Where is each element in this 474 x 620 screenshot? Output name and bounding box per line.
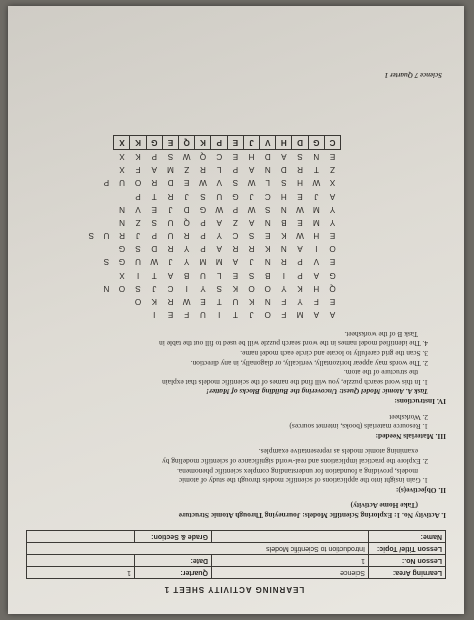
grid-letter[interactable]: W — [247, 178, 256, 188]
grid-letter[interactable]: W — [215, 204, 224, 214]
grid-letter[interactable]: Z — [329, 165, 336, 175]
grid-letter[interactable]: M — [296, 310, 304, 320]
grid-letter[interactable]: J — [135, 231, 141, 241]
grid-letter[interactable]: K — [232, 283, 239, 293]
grid-letter[interactable]: D — [264, 151, 271, 161]
sheet-title: LEARNING ACTIVITY SHEET 1 — [163, 585, 305, 594]
word-search-table — [83, 135, 341, 322]
grid-letter[interactable]: G — [118, 244, 126, 254]
grid-letter[interactable]: E — [227, 135, 243, 149]
grid-letter[interactable]: K — [280, 231, 287, 241]
grid-letter[interactable]: D — [183, 204, 190, 214]
grid-letter[interactable]: M — [312, 204, 320, 214]
grid-letter[interactable]: D — [167, 178, 174, 188]
materials-item: 1. Resource materials (books, internet sources) — [289, 422, 428, 432]
grid-letter[interactable]: K — [130, 135, 146, 149]
grid-letter[interactable]: O — [134, 178, 142, 188]
grid-letter[interactable]: A — [248, 217, 255, 227]
grid-letter[interactable]: S — [135, 283, 141, 293]
grid-letter[interactable]: O — [329, 244, 336, 254]
instruction-line: 4. The identified model names in the word search puzzle will be used to fill out the table in — [159, 339, 428, 349]
grid-letter[interactable]: J — [249, 257, 254, 267]
grid-letter[interactable]: X — [329, 178, 336, 188]
grid-letter[interactable]: H — [313, 231, 320, 241]
grid-letter[interactable]: S — [264, 204, 271, 214]
grid-letter[interactable]: E — [183, 178, 190, 188]
grid-letter[interactable]: P — [151, 151, 158, 161]
grid-letter[interactable]: O — [118, 283, 126, 293]
grid-letter[interactable]: S — [151, 217, 158, 227]
grid-letter[interactable]: J — [152, 283, 157, 293]
grid-letter[interactable]: N — [118, 204, 125, 214]
grid-letter[interactable]: Y — [329, 217, 336, 227]
grade-section-label: Grade & Section: — [135, 531, 212, 543]
grid-letter[interactable]: N — [280, 244, 287, 254]
grid-letter[interactable]: X — [119, 270, 125, 280]
grid-letter[interactable]: V — [216, 178, 222, 188]
grid-letter[interactable]: E — [329, 151, 336, 161]
grid-letter[interactable]: S — [248, 270, 255, 280]
grid-letter[interactable]: T — [232, 310, 238, 320]
grid-letter[interactable]: J — [249, 191, 254, 201]
grid-letter[interactable]: A — [248, 165, 255, 175]
grid-letter[interactable]: Y — [183, 257, 190, 267]
grid-letter[interactable]: C — [264, 191, 271, 201]
grid-letter[interactable]: T — [151, 270, 157, 280]
grid-letter[interactable]: U — [167, 217, 174, 227]
grid-letter[interactable]: Q — [329, 283, 336, 293]
grid-letter[interactable]: P — [232, 165, 239, 175]
grid-letter[interactable]: R — [183, 231, 190, 241]
grid-letter[interactable]: F — [135, 165, 141, 175]
instruction-line: 2. The words may appear horizontally, vertically, or diagonally, in any direction. — [190, 358, 428, 368]
worksheet-page — [8, 6, 464, 614]
grid-letter[interactable]: G — [308, 135, 324, 149]
grid-letter[interactable]: Y — [297, 297, 303, 307]
grid-letter[interactable]: E — [297, 191, 303, 201]
grid-letter[interactable]: D — [151, 244, 158, 254]
grid-letter[interactable]: K — [151, 297, 158, 307]
grid-letter[interactable]: F — [281, 297, 287, 307]
grid-letter[interactable]: P — [103, 178, 110, 188]
grid-letter[interactable]: R — [167, 244, 174, 254]
grid-letter[interactable]: U — [167, 231, 174, 241]
grid-letter[interactable]: U — [103, 231, 110, 241]
grid-letter[interactable]: E — [167, 310, 174, 320]
grid-letter[interactable]: A — [167, 270, 174, 280]
grid-letter[interactable]: E — [151, 204, 158, 214]
grid-letter[interactable]: P — [135, 191, 141, 201]
grid-letter[interactable]: J — [249, 310, 254, 320]
grid-letter[interactable]: K — [195, 135, 211, 149]
quarter-value: 1 — [27, 567, 135, 579]
grid-letter[interactable]: C — [167, 283, 174, 293]
materials-item: 2. Worksheet — [389, 412, 428, 422]
grid-letter[interactable]: S — [297, 151, 303, 161]
grid-letter[interactable]: R — [232, 244, 239, 254]
grid-letter[interactable]: X — [119, 151, 125, 161]
grid-letter[interactable]: S — [167, 151, 174, 161]
instruction-line: 1. In this word search puzzle, you will find the names of the scientific models that explain — [162, 377, 428, 387]
grid-letter[interactable]: E — [297, 217, 303, 227]
grid-letter[interactable]: H — [313, 283, 320, 293]
grid-letter[interactable]: D — [292, 135, 308, 149]
grid-letter[interactable]: C — [324, 135, 340, 149]
grid-letter[interactable]: J — [243, 135, 259, 149]
grid-letter[interactable]: K — [135, 151, 141, 161]
grid-letter[interactable]: N — [264, 165, 271, 175]
grid-letter[interactable]: R — [151, 178, 158, 188]
lesson-title-value: Introduction to Scientific Models — [27, 543, 369, 555]
grid-letter[interactable]: A — [329, 191, 336, 201]
grid-letter[interactable]: Z — [183, 165, 190, 175]
instruction-line: 3. Scan the grid carefully to locate and circle each model name. — [240, 349, 428, 359]
grid-letter[interactable]: S — [200, 191, 206, 201]
grid-letter[interactable]: Q — [178, 135, 194, 149]
grid-letter[interactable]: N — [264, 257, 271, 267]
grid-letter[interactable]: G — [232, 191, 239, 201]
grid-letter[interactable]: O — [248, 283, 255, 293]
grid-letter[interactable]: J — [168, 204, 173, 214]
objective-line: 2. Explore the practical implications and real-world significance of scientific modeling by — [162, 457, 428, 467]
grid-letter[interactable]: T — [313, 165, 319, 175]
grid-letter[interactable]: A — [216, 217, 222, 227]
grid-letter[interactable]: I — [217, 310, 221, 320]
grid-letter[interactable]: P — [200, 231, 206, 241]
grid-letter[interactable]: U — [216, 191, 223, 201]
instruction-line: Task B of the worksheet. — [344, 329, 418, 339]
grid-letter[interactable]: H — [276, 135, 292, 149]
grid-letter[interactable]: A — [280, 151, 287, 161]
grid-letter[interactable]: S — [248, 231, 255, 241]
grid-letter[interactable]: P — [151, 231, 158, 241]
learning-area-label: Learning Area: — [369, 567, 446, 579]
grid-letter[interactable]: V — [260, 135, 276, 149]
name-value — [212, 531, 369, 543]
header-table — [26, 530, 446, 579]
grid-letter[interactable]: N — [264, 217, 271, 227]
grid-letter[interactable]: E — [329, 297, 336, 307]
grid-letter[interactable]: K — [297, 283, 303, 293]
objective-line: models, providing a foundation for understanding complex scientific phenomena. — [177, 466, 418, 476]
grid-letter[interactable]: Y — [329, 204, 336, 214]
grid-letter[interactable]: Q — [183, 217, 190, 227]
grid-letter[interactable]: W — [312, 178, 321, 188]
grid-letter[interactable]: Y — [183, 244, 190, 254]
grid-letter[interactable]: Q — [199, 151, 207, 161]
grid-letter[interactable]: R — [248, 244, 255, 254]
grid-letter[interactable]: T — [216, 297, 222, 307]
grid-letter[interactable]: J — [184, 191, 189, 201]
objective-line: 1. Gain insight into the applications of scientific models through the study of atomic — [178, 476, 428, 486]
activity-subtitle: (Take Home Activity) — [350, 501, 418, 511]
grid-letter[interactable]: E — [329, 257, 336, 267]
grid-letter[interactable]: Y — [280, 283, 287, 293]
date-label: Date: — [135, 555, 212, 567]
grid-letter[interactable]: W — [182, 297, 191, 307]
grid-letter[interactable]: S — [88, 231, 94, 241]
grid-letter[interactable]: T — [151, 191, 157, 201]
grid-letter[interactable]: O — [264, 283, 271, 293]
grid-letter[interactable]: J — [314, 191, 319, 201]
grid-letter[interactable]: X — [114, 135, 130, 149]
grid-letter[interactable]: N — [103, 283, 110, 293]
learning-area-value: Science — [212, 567, 369, 579]
grid-letter[interactable]: P — [232, 204, 239, 214]
grid-letter[interactable]: Z — [232, 217, 238, 227]
task-a-title: Task A. Atomic Model Quest: Uncovering the Building Blocks of Matter! — [206, 387, 428, 397]
activity-section — [22, 501, 446, 520]
grid-letter[interactable]: I — [136, 270, 140, 280]
grid-letter[interactable]: W — [295, 204, 304, 214]
grid-letter[interactable]: O — [134, 297, 142, 307]
grid-letter[interactable]: E — [200, 297, 206, 307]
grid-letter[interactable]: H — [248, 151, 255, 161]
grid-letter[interactable]: E — [232, 270, 239, 280]
grid-letter[interactable]: H — [280, 191, 287, 201]
grid-letter[interactable]: G — [118, 257, 126, 267]
grid-letter[interactable]: P — [200, 217, 206, 227]
grid-letter[interactable]: X — [119, 165, 125, 175]
materials-section — [22, 412, 446, 441]
grid-letter[interactable]: M — [312, 217, 320, 227]
grid-letter[interactable]: U — [134, 257, 142, 267]
objective-line: examining atomic models as representative examples. — [258, 447, 418, 457]
grid-letter[interactable]: C — [216, 151, 223, 161]
grid-letter[interactable]: K — [264, 244, 271, 254]
grid-letter[interactable]: G — [199, 204, 207, 214]
grid-letter[interactable]: R — [296, 165, 303, 175]
objectives-section — [22, 447, 446, 495]
instructions-heading: IV. Instructions: — [394, 397, 446, 407]
date-value — [27, 555, 135, 567]
grid-letter[interactable]: E — [232, 151, 239, 161]
grid-letter[interactable]: F — [281, 310, 287, 320]
grid-letter[interactable]: R — [167, 297, 174, 307]
grid-letter[interactable]: W — [295, 231, 304, 241]
grid-letter[interactable]: V — [313, 257, 320, 267]
grid-letter[interactable]: V — [135, 204, 141, 214]
grid-letter[interactable]: F — [183, 310, 190, 320]
grid-letter[interactable]: C — [232, 231, 239, 241]
activity-title: I. Activity No. 1: Exploring Scientific Models: Journeying Through Atomic Structure — [178, 511, 446, 520]
instruction-line: the structure of the atom. — [343, 368, 418, 378]
grade-section-value — [27, 531, 135, 543]
grid-letter[interactable]: A — [329, 310, 336, 320]
grid-letter[interactable]: R — [167, 191, 174, 201]
grid-letter[interactable]: M — [199, 257, 207, 267]
name-label: Name: — [369, 531, 446, 543]
grid-letter[interactable]: P — [200, 244, 206, 254]
grid-letter[interactable]: U — [232, 297, 239, 307]
grid-letter[interactable]: P — [297, 257, 303, 267]
grid-letter[interactable]: I — [152, 310, 156, 320]
grid-letter[interactable]: S — [103, 257, 110, 267]
grid-letter[interactable]: R — [118, 231, 125, 241]
grid-letter[interactable]: A — [151, 165, 158, 175]
grid-letter[interactable]: W — [198, 178, 207, 188]
grid-letter[interactable]: P — [297, 270, 303, 280]
grid-letter[interactable]: F — [313, 297, 319, 307]
grid-letter[interactable]: P — [211, 135, 227, 149]
grid-letter[interactable]: A — [232, 257, 239, 267]
grid-letter[interactable]: W — [182, 151, 191, 161]
grid-letter[interactable]: K — [248, 297, 255, 307]
grid-letter[interactable]: U — [199, 270, 206, 280]
grid-letter[interactable]: G — [329, 270, 336, 280]
grid-letter[interactable]: S — [232, 178, 239, 188]
grid-letter[interactable]: S — [216, 283, 222, 293]
grid-letter[interactable]: U — [118, 178, 125, 188]
lesson-no-label: Lesson No.: — [369, 555, 446, 567]
grid-letter[interactable]: L — [265, 178, 271, 188]
footer-label: Science 7 Quarter 1 — [384, 71, 442, 80]
grid-letter[interactable]: R — [199, 165, 206, 175]
grid-letter[interactable]: Y — [216, 231, 222, 241]
grid-letter[interactable]: E — [162, 135, 178, 149]
grid-letter[interactable]: M — [166, 165, 174, 175]
grid-letter[interactable]: W — [150, 257, 159, 267]
grid-letter[interactable]: D — [280, 165, 287, 175]
grid-letter[interactable]: N — [264, 297, 271, 307]
grid-letter[interactable]: N — [118, 217, 125, 227]
grid-letter[interactable]: N — [280, 204, 287, 214]
grid-letter[interactable]: I — [282, 270, 285, 280]
grid-letter[interactable]: B — [264, 270, 271, 280]
grid-letter[interactable]: M — [215, 257, 223, 267]
grid-letter[interactable]: N — [313, 151, 320, 161]
lesson-no-value: 1 — [212, 555, 369, 567]
grid-letter[interactable]: U — [199, 310, 206, 320]
instructions-section — [22, 329, 446, 406]
grid-letter[interactable]: E — [329, 231, 336, 241]
grid-letter[interactable]: I — [185, 283, 188, 293]
grid-letter[interactable]: S — [280, 178, 287, 188]
grid-letter[interactable]: Z — [135, 217, 141, 227]
grid-letter[interactable]: A — [297, 244, 303, 254]
grid-letter[interactable]: L — [216, 165, 222, 175]
grid-letter[interactable]: A — [313, 270, 320, 280]
grid-letter[interactable]: E — [264, 231, 271, 241]
grid-letter[interactable]: B — [183, 270, 190, 280]
grid-letter[interactable]: A — [313, 310, 320, 320]
grid-letter[interactable]: J — [168, 257, 173, 267]
grid-letter[interactable]: G — [146, 135, 162, 149]
grid-letter[interactable]: S — [135, 244, 141, 254]
materials-heading: III. Materials Needed: — [375, 431, 446, 441]
grid-letter[interactable]: A — [216, 244, 222, 254]
grid-letter[interactable]: R — [280, 257, 287, 267]
grid-letter[interactable]: I — [314, 244, 318, 254]
grid-letter[interactable]: W — [247, 204, 256, 214]
grid-letter[interactable]: O — [264, 310, 271, 320]
lesson-title-label: Lesson Title/ Topic: — [369, 543, 446, 555]
word-search-grid — [83, 109, 341, 321]
grid-letter[interactable]: Y — [200, 283, 206, 293]
grid-letter[interactable]: L — [216, 270, 222, 280]
grid-letter[interactable]: H — [296, 178, 303, 188]
objectives-heading: II. Objective(s): — [395, 485, 446, 495]
quarter-label: Quarter: — [135, 567, 212, 579]
grid-letter[interactable]: B — [280, 217, 287, 227]
